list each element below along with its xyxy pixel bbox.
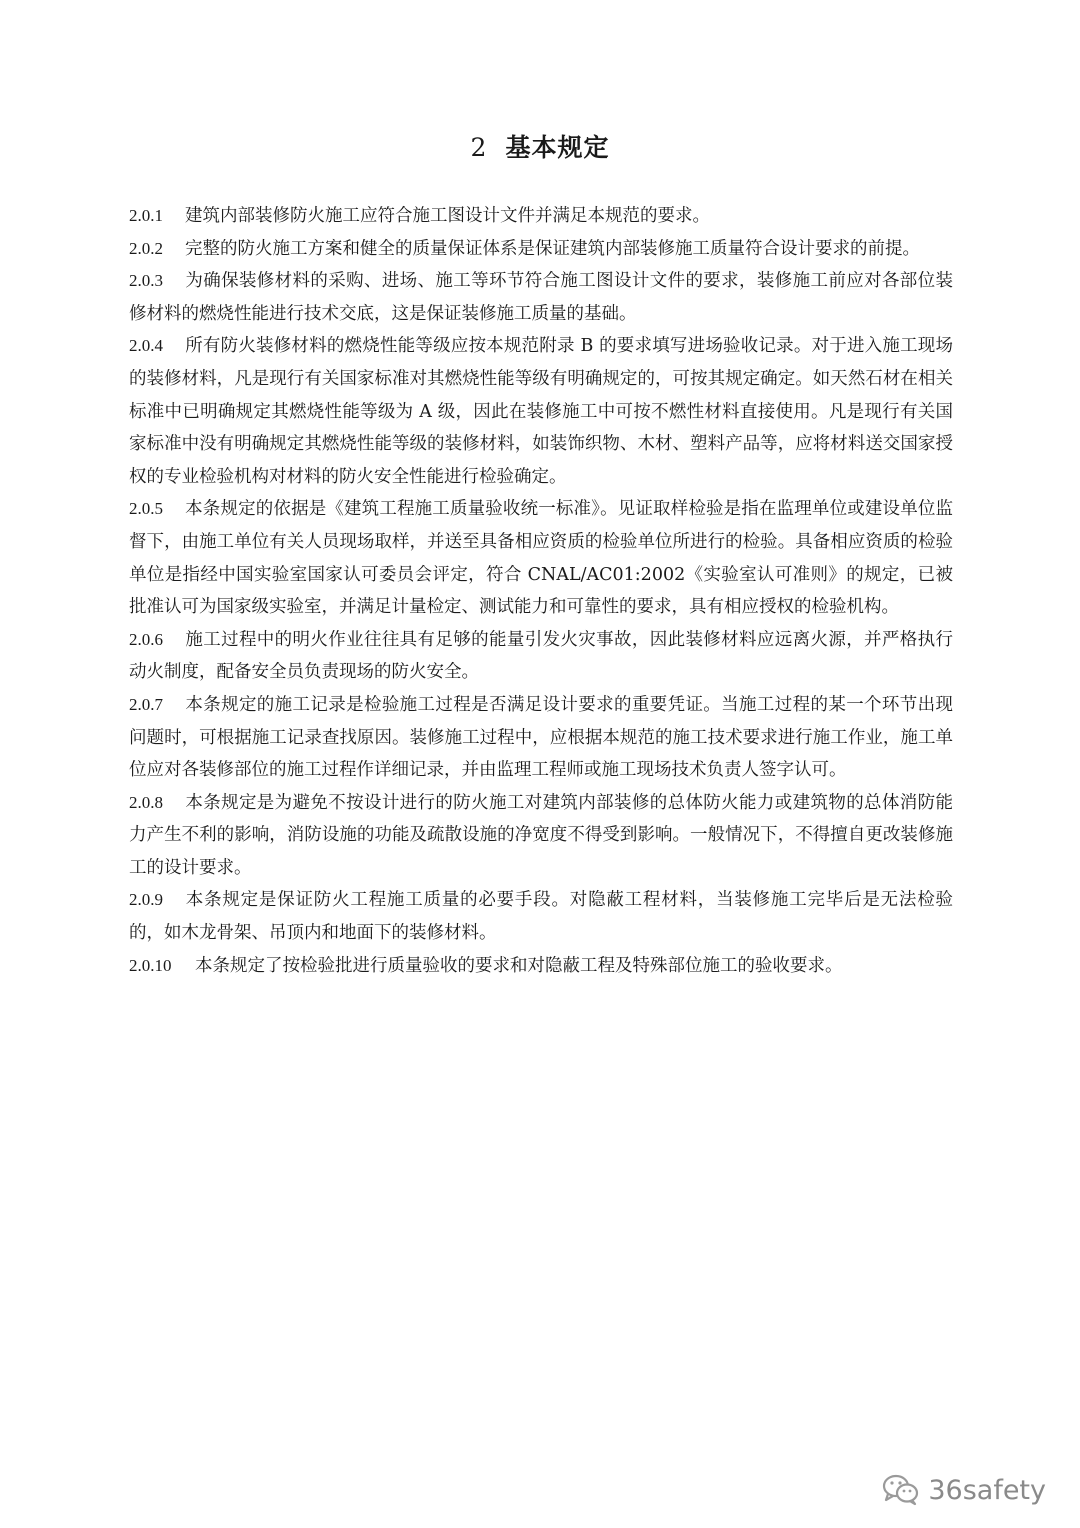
watermark — [882, 1474, 1046, 1506]
clause-2-0-1 — [129, 200, 953, 233]
clause-text: 本条规定的依据是《建筑工程施工质量验收统一标准》。见证取样检验是指在监理单位或建设单位监督下，由施工单位有关人员现场取样，并送至具备相应资质的检验单位所进行的检验。具备相应资质的检验单位是指经中国实验室国家认可委员会评定，符合 CNAL/AC01:2002《实验室认可准则》的规定，已被批准认可为国家级实验室，并满足计量检定、测试能力和可靠性的要求，具有相应授权的检验机构。 — [129, 499, 953, 618]
section-number: 2 — [470, 133, 488, 162]
clause-text: 完整的防火施工方案和健全的质量保证体系是保证建筑内部装修施工质量符合设计要求的前提。 — [185, 238, 920, 259]
clause-number: 2.0.3 — [129, 271, 163, 291]
clause-text: 本条规定是保证防火工程施工质量的必要手段。对隐蔽工程材料，当装修施工完毕后是无法检验的，如木龙骨架、吊顶内和地面下的装修材料。 — [129, 890, 953, 944]
clause-number: 2.0.1 — [129, 206, 163, 225]
clause-number: 2.0.6 — [129, 629, 163, 649]
clause-2-0-9 — [129, 884, 953, 949]
section-title: 基本规定 — [505, 133, 610, 162]
clause-2-0-7 — [129, 689, 953, 787]
clause-number: 2.0.9 — [129, 890, 163, 910]
clause-number: 2.0.8 — [129, 792, 163, 812]
section-heading — [0, 128, 1080, 168]
wechat-icon — [882, 1474, 920, 1506]
clause-text: 本条规定了按检验批进行质量验收的要求和对隐蔽工程及特殊部位施工的验收要求。 — [195, 955, 843, 976]
clause-list — [129, 200, 953, 982]
clause-2-0-4 — [129, 330, 953, 493]
clause-2-0-6 — [129, 624, 953, 689]
clause-text: 本条规定的施工记录是检验施工过程是否满足设计要求的重要凭证。当施工过程的某一个环节出现问题时，可根据施工记录查找原因。装修施工过程中，应根据本规范的施工技术要求进行施工作业，施工单位应对各装修部位的施工过程作详细记录，并由监理工程师或施工现场技术负责人签字认可。 — [129, 694, 953, 781]
clause-text: 施工过程中的明火作业往往具有足够的能量引发火灾事故，因此装修材料应远离火源，并严格执行动火制度，配备安全员负责现场的防火安全。 — [129, 629, 953, 683]
watermark-text: 36safety — [928, 1474, 1046, 1506]
clause-number: 2.0.7 — [129, 694, 163, 714]
clause-number: 2.0.5 — [129, 499, 163, 519]
clause-2-0-2 — [129, 233, 953, 266]
clause-2-0-8 — [129, 787, 953, 885]
clause-2-0-3 — [129, 265, 953, 330]
clause-text: 建筑内部装修防火施工应符合施工图设计文件并满足本规范的要求。 — [185, 206, 710, 226]
clause-number: 2.0.4 — [129, 336, 163, 356]
clause-number: 2.0.2 — [129, 238, 163, 258]
clause-text: 所有防火装修材料的燃烧性能等级应按本规范附录 B 的要求填写进场验收记录。对于进入施工现场的装修材料，凡是现行有关国家标准对其燃烧性能等级有明确规定的，可按其规定确定。如天然石材在相关标准中已明确规定其燃烧性能等级为 A 级，因此在装修施工中可按不燃性材料直接使用。凡是现行有关国家标准中没有明确规定其燃烧性能等级的装修材料，如装饰织物、木材、塑料产品等，应将材料送交国家授权的专业检验机构对材料的防火安全性能进行检验确定。 — [129, 336, 953, 487]
clause-2-0-5 — [129, 493, 953, 623]
clause-text: 本条规定是为避免不按设计进行的防火施工对建筑内部装修的总体防火能力或建筑物的总体消防能力产生不利的影响，消防设施的功能及疏散设施的净宽度不得受到影响。一般情况下，不得擅自更改装修施工的设计要求。 — [129, 792, 953, 878]
clause-number: 2.0.10 — [129, 955, 172, 975]
clause-2-0-10 — [129, 950, 953, 983]
clause-text: 为确保装修材料的采购、进场、施工等环节符合施工图设计文件的要求，装修施工前应对各部位装修材料的燃烧性能进行技术交底，这是保证装修施工质量的基础。 — [129, 271, 953, 324]
